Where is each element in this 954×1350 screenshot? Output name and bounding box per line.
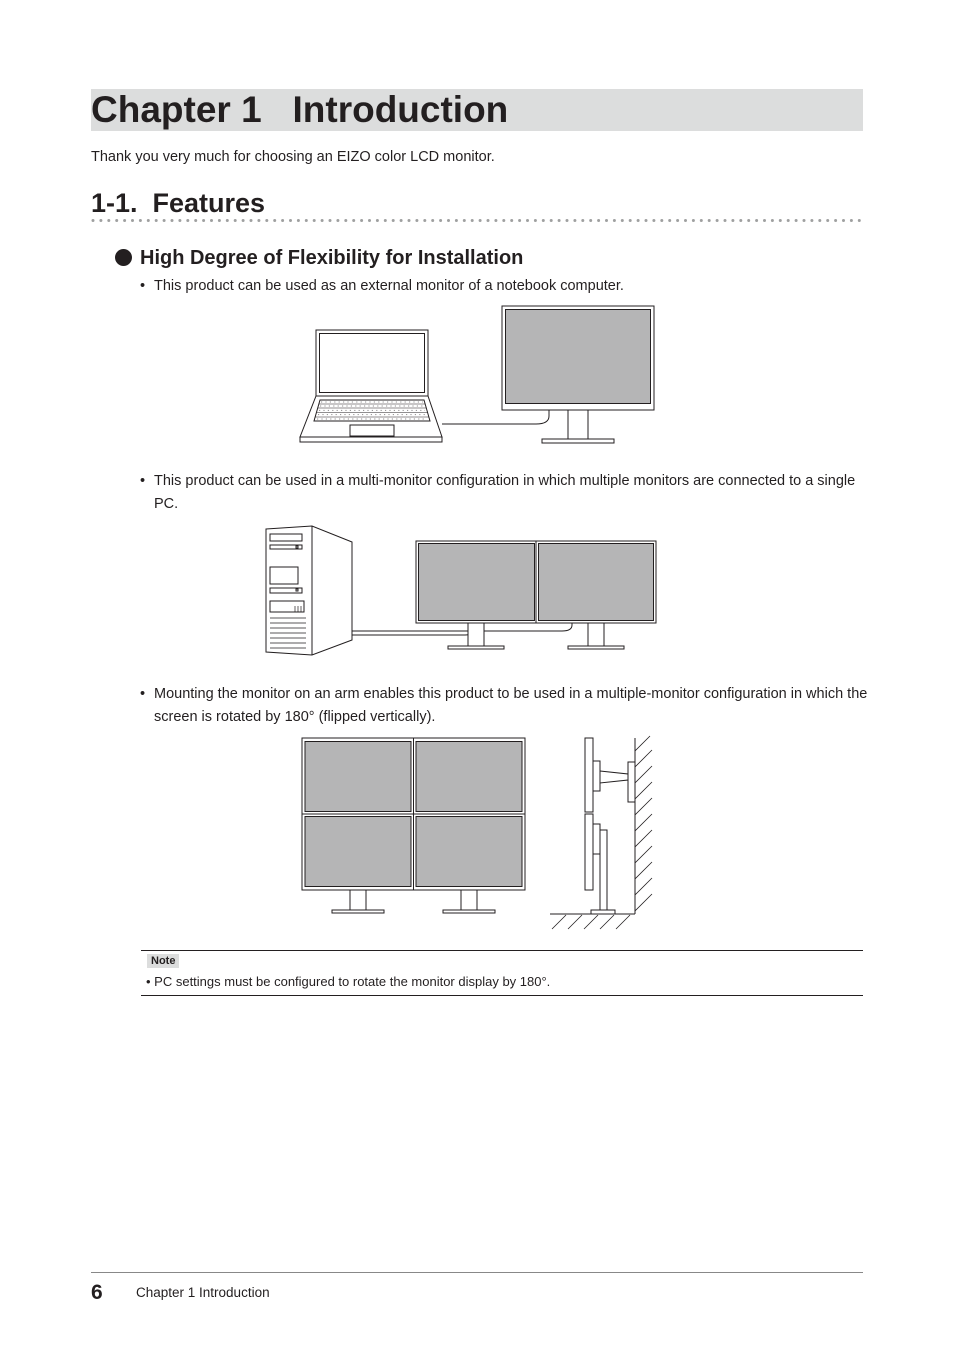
laptop-monitor-illustration: [296, 303, 658, 447]
bullet-text: This product can be used as an external monitor of a notebook computer.: [154, 278, 624, 294]
chapter-title: Chapter 1 Introduction: [91, 89, 509, 130]
subsection-title: [115, 244, 523, 272]
arm-mount-illustration: [298, 734, 660, 934]
section-title: 1-1. Features: [91, 188, 266, 218]
filled-circle-icon: [115, 249, 132, 266]
note-text: • PC settings must be configured to rotate the monitor display by 180°.: [146, 974, 551, 989]
bullet-marker: •: [140, 686, 146, 702]
bullet-marker: •: [140, 278, 146, 294]
pc-dual-monitor-illustration: [262, 522, 662, 658]
page-number: 6: [91, 1281, 103, 1304]
note-bottom-rule: [141, 995, 863, 996]
note-top-rule: [141, 950, 863, 951]
intro-text: Thank you very much for choosing an EIZO color LCD monitor.: [91, 149, 495, 165]
bullet-text: Mounting the monitor on an arm enables this product to be used in a multiple-monitor configuration in which the screen is rotated by 180° (flipped vertically).: [154, 686, 868, 725]
footer-rule: [91, 1272, 863, 1273]
footer-chapter-label: Chapter 1 Introduction: [136, 1285, 270, 1300]
dotted-divider: [91, 218, 863, 223]
subsection-title-text: High Degree of Flexibility for Installation: [140, 247, 524, 269]
bullet-item-2: [140, 470, 879, 515]
bullet-item-3: [140, 683, 879, 728]
bullet-text: This product can be used in a multi-monitor configuration in which multiple monitors are connected to a single PC.: [154, 473, 856, 512]
note-label: Note: [147, 954, 179, 968]
bullet-marker: •: [140, 473, 146, 489]
bullet-item-1: [140, 275, 879, 298]
